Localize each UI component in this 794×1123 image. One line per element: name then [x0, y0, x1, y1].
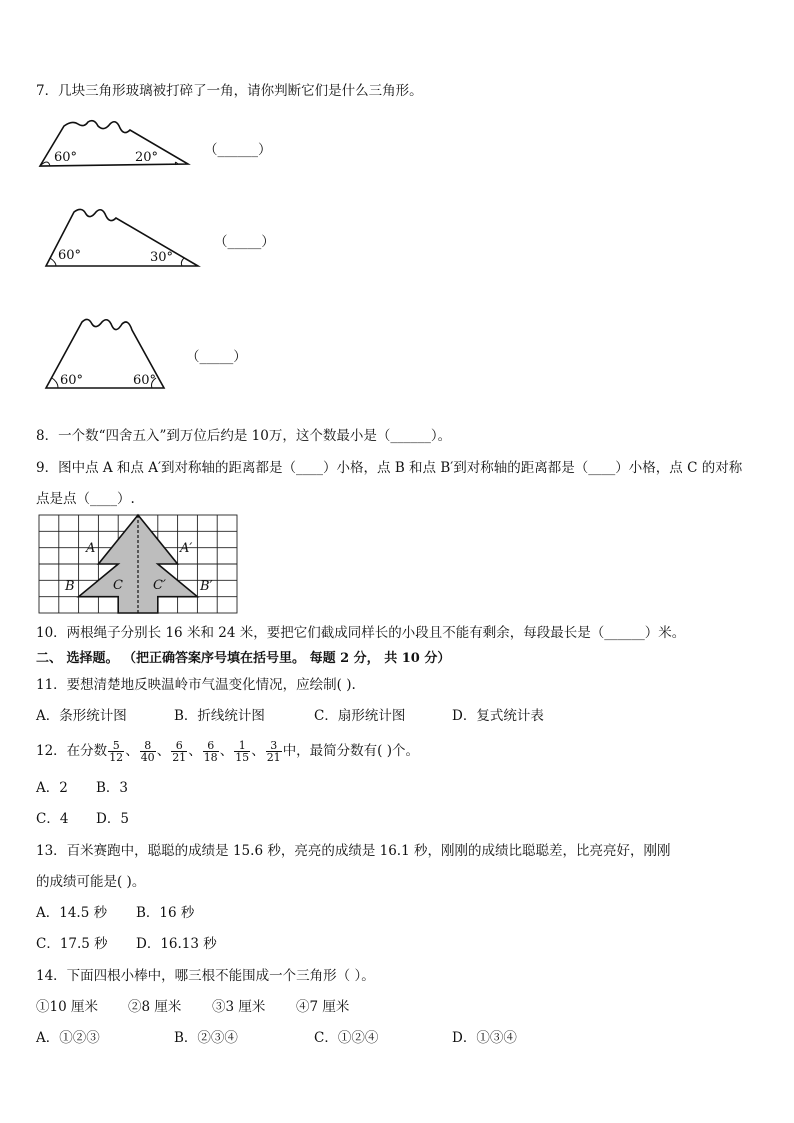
q13-question-line2: 的成绩可能是( )。 [36, 874, 146, 890]
point-a-label: A [86, 541, 96, 556]
symmetry-grid-figure [39, 515, 239, 615]
q13-option-a[interactable]: A．14.5 秒 [36, 905, 108, 921]
q11-question: 11．要想清楚地反映温岭市气温变化情况，应绘制( ). [36, 677, 356, 693]
tri1-angle-right: 20° [135, 150, 159, 165]
q12-prefix: 12．在分数 [36, 743, 108, 759]
q13-option-c[interactable]: C．17.5 秒 [36, 936, 108, 952]
q13-option-d[interactable]: D．16.13 秒 [136, 936, 217, 952]
q9-question-line2: 点是点（____）. [36, 491, 135, 507]
fraction-3: $\frac{6}{21}$ [172, 739, 187, 764]
q11-option-b[interactable]: B．折线统计图 [174, 708, 265, 724]
tri3-answer-blank[interactable]: （_____） [186, 349, 247, 365]
q14-stick-3: ③3 厘米 [212, 999, 266, 1015]
q12-option-d[interactable]: D．5 [96, 811, 129, 827]
q14-option-b[interactable]: B．②③④ [174, 1030, 238, 1046]
q14-stick-1: ①10 厘米 [36, 999, 98, 1015]
q14-option-a[interactable]: A．①②③ [36, 1030, 100, 1046]
q12-option-c[interactable]: C．4 [36, 811, 69, 827]
tri1-answer-blank[interactable]: （______） [204, 142, 272, 158]
q10-question: 10．两根绳子分别长 16 米和 24 米，要把它们截成同样长的小段且不能有剩余，每段最长是（______）米。 [36, 625, 686, 641]
q8-question: 8．一个数“四舍五入”到万位后约是 10万，这个数最小是（______）。 [36, 428, 452, 444]
tri2-angle-right: 30° [150, 250, 174, 265]
section-2-heading: 二、 选择题。 （把正确答案序号填在括号里。 每题 2 分， 共 10 分） [36, 651, 451, 666]
fraction-6: $\frac{3}{21}$ [266, 739, 281, 764]
point-b-prime-label: B′ [200, 579, 213, 594]
q13-question-line1: 13．百米赛跑中，聪聪的成绩是 15.6 秒，亮亮的成绩是 16.1 秒，刚刚的成绩比聪聪差，比亮亮好，刚刚 [36, 843, 671, 859]
tri2-answer-blank[interactable]: （_____） [214, 234, 275, 250]
q14-stick-4: ④7 厘米 [296, 999, 350, 1015]
fraction-4: $\frac{6}{18}$ [203, 739, 218, 764]
q12-suffix: 中，最简分数有( )个。 [282, 743, 420, 759]
q11-option-c[interactable]: C．扇形统计图 [314, 708, 406, 724]
q12-option-b[interactable]: B．3 [96, 780, 129, 796]
q9-question-line1: 9．图中点 A 和点 A′到对称轴的距离都是（____）小格，点 B 和点 B′到对称轴的距离都是（____）小格，点 C 的对称 [36, 460, 743, 476]
q12-option-a[interactable]: A．2 [36, 780, 68, 796]
q14-question: 14．下面四根小棒中，哪三根不能围成一个三角形（ ）。 [36, 968, 375, 984]
point-b-label: B [65, 579, 75, 594]
tri2-angle-left: 60° [58, 248, 82, 263]
tri1-angle-left: 60° [54, 150, 78, 165]
q14-stick-2: ②8 厘米 [128, 999, 182, 1015]
q11-option-a[interactable]: A．条形统计图 [36, 708, 127, 724]
fraction-1: $\frac{5}{12}$ [109, 739, 124, 764]
q13-option-b[interactable]: B．16 秒 [136, 905, 195, 921]
point-a-prime-label: A′ [180, 541, 193, 556]
fraction-2: $\frac{8}{40}$ [140, 739, 155, 764]
fraction-5: $\frac{1}{15}$ [235, 739, 250, 764]
point-c-label: C [113, 578, 123, 593]
tri3-angle-right: 60° [133, 373, 157, 388]
q11-option-d[interactable]: D．复式统计表 [452, 708, 544, 724]
tri3-angle-left: 60° [60, 373, 84, 388]
q14-option-d[interactable]: D．①③④ [452, 1030, 517, 1046]
q7-question: 7．几块三角形玻璃被打碎了一角，请你判断它们是什么三角形。 [36, 83, 423, 99]
q14-option-c[interactable]: C．①②④ [314, 1030, 379, 1046]
point-c-prime-label: C′ [153, 578, 166, 593]
q12-question: 12．在分数 $\frac{5}{12}$ 、 $\frac{8}{40}$ 、 $\frac{6}{21}$ 、 $\frac{6}{18}$ 、 $\frac{1}{15}$ 、 $\frac{3}{21}$ 中，最简分数有( )个。 [36, 739, 420, 764]
